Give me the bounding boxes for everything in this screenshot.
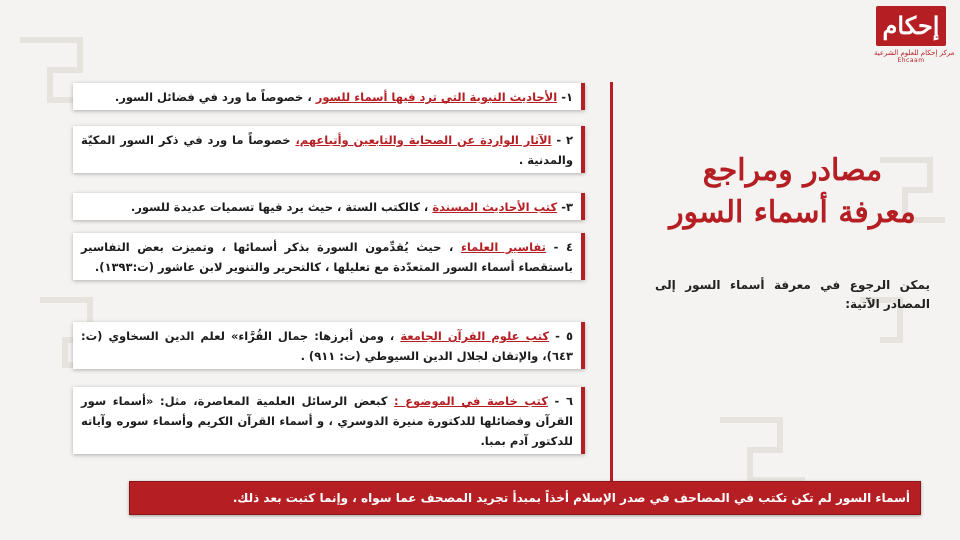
logo-mark: إحكام bbox=[876, 6, 946, 46]
source-card-1 bbox=[73, 83, 585, 110]
logo-caption: مركز إحكام للعلوم الشرعية bbox=[874, 49, 955, 57]
item-highlight: كتب علوم القرآن الجامعة bbox=[400, 329, 550, 343]
item-text: ، خصوصاً ما ورد في فضائل السور. bbox=[114, 90, 316, 104]
item-text: خصوصاً ما ورد في ذكر السور المكيّة والمدنية . bbox=[81, 133, 573, 167]
item-text: ، كالكتب الستة ، حيث يرد فيها تسميات عديدة للسور. bbox=[130, 200, 433, 214]
source-card-3 bbox=[73, 193, 585, 220]
item-text: ، ومن أبرزها: جمال القُرَّاء» لعلم الدين السخاوي (ت: ٦٤٣)، والإتقان لجلال الدين السيوطي (ت: ٩١١) . bbox=[81, 329, 573, 363]
item-text: ، حيث يُقدِّمون السورة بذكر أسمائها ، وتميزت بعض التفاسير باستقصاء أسماء السور المتعدّدة مع تعليلها ، كالتحرير والتنوير لابن عاشور (ت:١٣٩٣). bbox=[81, 240, 573, 274]
item-number: ٢ - bbox=[551, 133, 573, 147]
slide-title bbox=[655, 150, 930, 234]
item-number: ٣- bbox=[557, 200, 573, 214]
item-number: ٥ - bbox=[549, 329, 574, 343]
source-card-4 bbox=[73, 233, 585, 280]
footer-note: أسماء السور لم تكن تكتب في المصاحف في صدر الإسلام أخذاً بمبدأ تجريد المصحف عما سواه ، وإنما كتبت بعد ذلك. bbox=[129, 481, 921, 515]
item-highlight: كتب خاصة في الموضوع : bbox=[394, 394, 548, 408]
item-number: ٦ - bbox=[547, 394, 573, 408]
vertical-divider bbox=[610, 82, 613, 482]
logo-latin: Ehcaam bbox=[897, 57, 925, 64]
item-highlight: الأحاديث النبوية التي ترد فيها أسماء للسور bbox=[315, 90, 558, 104]
item-highlight: الآثار الواردة عن الصحابة والتابعين وأتباعهم، bbox=[295, 133, 552, 147]
source-card-6 bbox=[73, 387, 585, 454]
intro-text: يمكن الرجوع في معرفة أسماء السور إلى المصادر الآتية: bbox=[655, 278, 930, 311]
item-text: كبعض الرسائل العلمية المعاصرة، مثل: «أسماء سور القرآن وفضائلها للدكتورة منيرة الدوسري ، و أسماء القرآن الكريم وأسماء سوره وآياته للدكتور آدم بمبا. bbox=[81, 394, 573, 448]
item-highlight: كتب الأحاديث المسندة bbox=[432, 200, 558, 214]
title-line-1: مصادر ومراجع bbox=[702, 153, 883, 188]
source-card-5 bbox=[73, 322, 585, 369]
item-number: ١- bbox=[557, 90, 573, 104]
title-line-2: معرفة أسماء السور bbox=[669, 195, 916, 230]
item-number: ٤ - bbox=[545, 240, 573, 254]
logo bbox=[874, 6, 955, 72]
item-highlight: تفاسير العلماء bbox=[460, 240, 546, 254]
source-card-2 bbox=[73, 126, 585, 173]
